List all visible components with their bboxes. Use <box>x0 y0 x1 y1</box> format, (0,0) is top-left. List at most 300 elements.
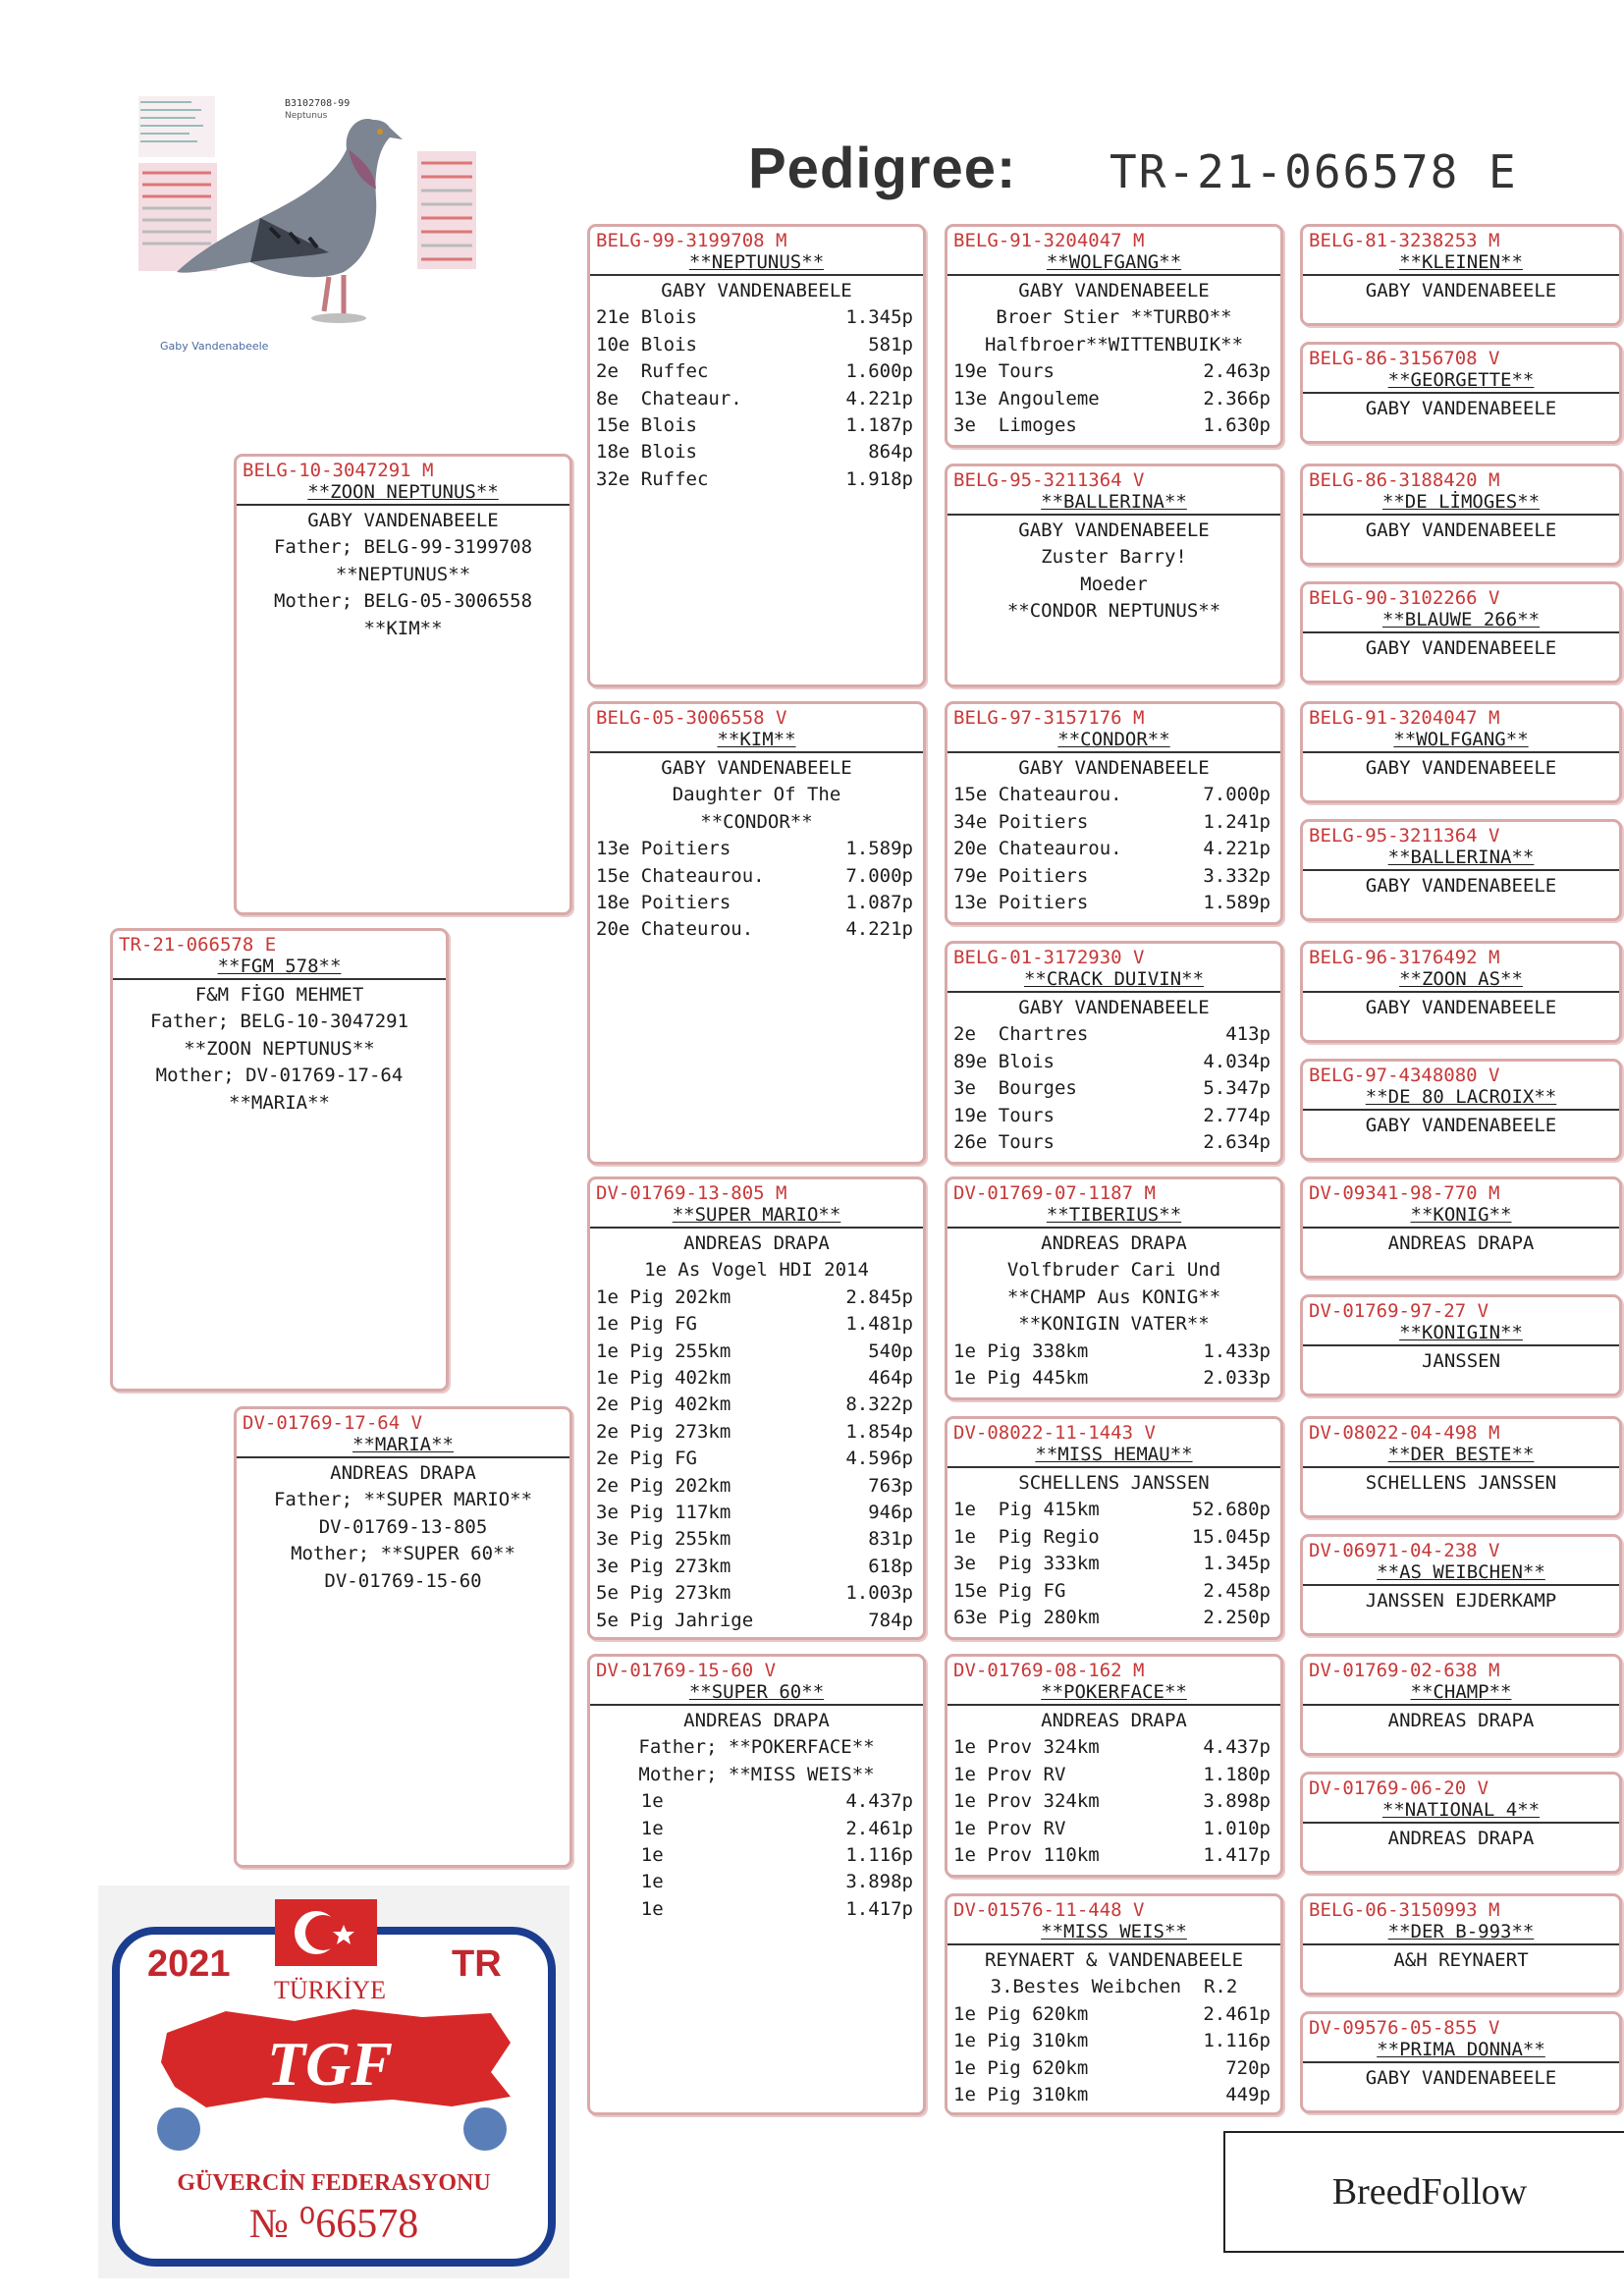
pigeon-name: **KIM** <box>590 729 923 753</box>
info-line: GABY VANDENABEELE <box>1365 997 1557 1018</box>
race-points: 2.461p <box>1203 2002 1271 2025</box>
race-result <box>590 916 923 943</box>
ring-id: BELG-10-3047291 M <box>243 460 434 481</box>
pigeon-name: **SUPER 60** <box>590 1681 923 1706</box>
photo-caption: Gaby Vandenabeele <box>160 340 269 353</box>
race-points: 4.437p <box>845 1790 913 1813</box>
info-line: GABY VANDENABEELE <box>1018 997 1210 1018</box>
race-label: 1e Pig 620km <box>953 2056 1089 2079</box>
breedfollow-box <box>1223 2131 1624 2253</box>
race-label: 19e Tours <box>953 360 1055 383</box>
info-line: REYNAERT & VANDENABEELE <box>984 1949 1244 1971</box>
info-line: GABY VANDENABEELE <box>1365 1115 1557 1136</box>
race-result <box>947 1524 1280 1551</box>
info-line: JANSSEN EJDERKAMP <box>1365 1590 1557 1612</box>
card-subject[interactable] <box>110 928 449 1392</box>
ring-id: BELG-01-3172930 V <box>953 947 1145 968</box>
info-line: ANDREAS DRAPA <box>1387 1710 1535 1731</box>
info-line: 1e As Vogel HDI 2014 <box>644 1259 869 1282</box>
race-points: 540p <box>868 1339 913 1362</box>
badge-country: TÜRKİYE <box>273 1976 387 2004</box>
race-result <box>590 1788 923 1815</box>
race-points: 15.045p <box>1191 1525 1271 1548</box>
race-points: 4.034p <box>1203 1050 1271 1072</box>
card-sire-sire[interactable] <box>587 224 926 687</box>
race-label: 1e Pig 402km <box>596 1367 731 1390</box>
info-line: Mother; BELG-05-3006558 <box>273 590 533 613</box>
race-points: 946p <box>868 1502 913 1524</box>
info-line: SCHELLENS JANSSEN <box>1018 1472 1210 1494</box>
ring-id: BELG-86-3188420 M <box>1309 469 1500 491</box>
info-line: ANDREAS DRAPA <box>1387 1828 1535 1849</box>
pigeon-name: **SUPER MARIO** <box>590 1204 923 1229</box>
race-label: 1e Prov 110km <box>953 1844 1100 1867</box>
race-result <box>590 1842 923 1869</box>
badge-federation: GÜVERCİN FEDERASYONU <box>177 2170 491 2196</box>
info-line: Mother; DV-01769-17-64 <box>155 1065 404 1087</box>
race-label: 8e Chateaur. <box>596 387 742 410</box>
info-line: Volfbruder Cari Und <box>1006 1259 1221 1282</box>
race-label: 15e Pig FG <box>953 1579 1066 1602</box>
race-label: 15e Blois <box>596 414 697 437</box>
race-points: 618p <box>868 1555 913 1577</box>
ring-id: DV-01576-11-448 V <box>953 1899 1145 1921</box>
race-label: 18e Poitiers <box>596 892 731 914</box>
race-label: 1e <box>596 1871 664 1893</box>
race-label: 1e <box>596 1844 664 1867</box>
race-result <box>947 1049 1280 1075</box>
race-points: 1.116p <box>845 1844 913 1867</box>
race-label: 2e Pig FG <box>596 1448 697 1470</box>
pigeon-name: **MISS HEMAU** <box>947 1444 1280 1468</box>
race-label: 3e Pig 117km <box>596 1502 731 1524</box>
race-points: 2.463p <box>1203 360 1271 383</box>
ring-id: BELG-06-3150993 M <box>1309 1899 1500 1921</box>
race-points: 2.458p <box>1203 1579 1271 1602</box>
race-points: 7.000p <box>845 864 913 887</box>
race-label: 1e <box>596 1897 664 1920</box>
race-result <box>590 1896 923 1923</box>
race-points: 4.221p <box>1203 838 1271 860</box>
race-points: 1.187p <box>845 414 913 437</box>
race-points: 1.345p <box>845 306 913 329</box>
ring-id: DV-09341-98-770 M <box>1309 1182 1500 1204</box>
race-points: 1.417p <box>1203 1844 1271 1867</box>
race-result <box>947 1365 1280 1392</box>
pigeon-name: **DER B-993** <box>1303 1921 1619 1945</box>
info-line: A&H REYNAERT <box>1393 1949 1529 1971</box>
race-result <box>947 1339 1280 1365</box>
card-gen4-4[interactable] <box>1300 581 1622 683</box>
race-points: 4.221p <box>845 387 913 410</box>
info-line: ANDREAS DRAPA <box>1041 1232 1187 1254</box>
race-points: 1.010p <box>1203 1817 1271 1839</box>
race-label: 13e Poitiers <box>596 838 731 860</box>
race-result <box>947 1842 1280 1869</box>
ring-id: BELG-96-3176492 M <box>1309 947 1500 968</box>
race-result <box>947 809 1280 836</box>
pigeon-name: **POKERFACE** <box>947 1681 1280 1706</box>
race-label: 5e Pig Jahrige <box>596 1609 754 1631</box>
race-result <box>590 304 923 331</box>
race-result <box>590 439 923 465</box>
race-label: 20e Chateurou. <box>596 918 754 941</box>
info-line: GABY VANDENABEELE <box>307 510 499 531</box>
race-label: 20e Chateaurou. <box>953 838 1122 860</box>
card-gen4-1[interactable] <box>1300 224 1622 326</box>
ring-id: BELG-90-3102266 V <box>1309 587 1500 609</box>
info-line: **KIM** <box>363 617 443 639</box>
race-points: 4.221p <box>845 918 913 941</box>
race-label: 1e Prov RV <box>953 1763 1066 1785</box>
pigeon-name: **CHAMP** <box>1303 1681 1619 1706</box>
race-points: 720p <box>1225 2056 1271 2079</box>
race-result <box>590 358 923 385</box>
info-line: GABY VANDENABEELE <box>1018 280 1210 301</box>
pigeon-name: **DER BESTE** <box>1303 1444 1619 1468</box>
race-result <box>590 1526 923 1553</box>
race-label: 10e Blois <box>596 333 697 355</box>
race-points: 831p <box>868 1528 913 1551</box>
race-label: 1e Pig 445km <box>953 1367 1089 1390</box>
card-sire[interactable] <box>234 454 572 915</box>
pigeon-name: **CONDOR** <box>947 729 1280 753</box>
info-line: Mother; **MISS WEIS** <box>638 1763 875 1785</box>
ring-id: BELG-81-3238253 M <box>1309 230 1500 251</box>
race-label: 89e Blois <box>953 1050 1055 1072</box>
race-points: 1.180p <box>1203 1763 1271 1785</box>
race-points: 1.854p <box>845 1420 913 1443</box>
pigeon-name: **DE 80 LACROIX** <box>1303 1086 1619 1111</box>
info-line: Father; **SUPER MARIO** <box>273 1489 533 1511</box>
race-result <box>590 1446 923 1472</box>
race-label: 2e Pig 202km <box>596 1474 731 1497</box>
race-points: 1.241p <box>1203 810 1271 833</box>
race-result <box>590 863 923 890</box>
race-result <box>590 836 923 862</box>
race-label: 19e Tours <box>953 1104 1055 1126</box>
race-points: 1.589p <box>845 838 913 860</box>
card-gen4-7[interactable] <box>1300 941 1622 1043</box>
pigeon-name: **WOLFGANG** <box>947 251 1280 276</box>
race-points: 4.596p <box>845 1448 913 1470</box>
card-dd-dam[interactable] <box>945 1893 1283 2115</box>
race-label: 1e Prov RV <box>953 1817 1066 1839</box>
race-label: 2e Pig 402km <box>596 1394 731 1416</box>
card-dd-sire[interactable] <box>945 1654 1283 1878</box>
race-points: 1.003p <box>845 1582 913 1605</box>
card-gen4-9[interactable] <box>1300 1176 1622 1279</box>
race-label: 3e Pig 255km <box>596 1528 731 1551</box>
pigeon-name: **AS WEIBCHEN** <box>1303 1561 1619 1586</box>
pigeon-name: **KONIG** <box>1303 1204 1619 1229</box>
info-line: Moeder <box>1080 573 1148 595</box>
pigeon-name: **NEPTUNUS** <box>590 251 923 276</box>
race-points: 1.918p <box>845 467 913 490</box>
pigeon-photo <box>133 90 545 375</box>
info-line: GABY VANDENABEELE <box>661 280 852 301</box>
info-line: **NEPTUNUS** <box>335 563 471 585</box>
card-gen4-5[interactable] <box>1300 701 1622 803</box>
race-points: 1.600p <box>845 360 913 383</box>
race-result <box>947 863 1280 890</box>
race-result <box>947 358 1280 385</box>
pigeon-name: **NATIONAL 4** <box>1303 1799 1619 1824</box>
card-gen4-14[interactable] <box>1300 1772 1622 1874</box>
info-line: DV-01769-13-805 <box>318 1515 488 1538</box>
ring-id: BELG-05-3006558 V <box>596 707 787 729</box>
info-line: ANDREAS DRAPA <box>330 1462 476 1484</box>
pigeon-name: **MISS WEIS** <box>947 1921 1280 1945</box>
federation-badge <box>98 1886 569 2278</box>
ring-id: DV-01769-17-64 V <box>243 1412 423 1434</box>
race-result <box>947 1762 1280 1788</box>
info-line: DV-01769-15-60 <box>324 1569 482 1592</box>
ring-id: BELG-97-3157176 M <box>953 707 1145 729</box>
race-result <box>590 1816 923 1842</box>
race-label: 21e Blois <box>596 306 697 329</box>
race-label: 13e Poitiers <box>953 892 1089 914</box>
race-result <box>947 1816 1280 1842</box>
race-result <box>947 836 1280 862</box>
race-result <box>590 1419 923 1446</box>
info-line: ANDREAS DRAPA <box>1041 1710 1187 1731</box>
race-points: 2.366p <box>1203 387 1271 410</box>
card-gen4-8[interactable] <box>1300 1059 1622 1161</box>
ring-id: DV-01769-07-1187 M <box>953 1182 1156 1204</box>
race-label: 3e Pig 333km <box>953 1553 1100 1575</box>
card-dam-dam[interactable] <box>587 1654 926 2115</box>
race-label: 1e Pig 310km <box>953 2030 1089 2052</box>
info-line: ANDREAS DRAPA <box>1387 1232 1535 1254</box>
race-result <box>590 1392 923 1418</box>
race-label: 1e Pig 620km <box>953 2002 1089 2025</box>
badge-year: 2021 <box>147 1943 231 1985</box>
pigeon-name: **FGM 578** <box>113 956 446 980</box>
card-sire-dam[interactable] <box>587 701 926 1165</box>
race-points: 2.033p <box>1203 1367 1271 1390</box>
brand-text: BreedFollow <box>1331 2171 1528 2213</box>
race-points: 784p <box>868 1609 913 1631</box>
race-label: 1e Pig 255km <box>596 1339 731 1362</box>
info-line: GABY VANDENABEELE <box>1365 519 1557 541</box>
race-points: 2.634p <box>1203 1131 1271 1154</box>
card-ss-sire[interactable] <box>945 224 1283 448</box>
ring-id: DV-01769-15-60 V <box>596 1660 777 1681</box>
info-line: GABY VANDENABEELE <box>1365 875 1557 897</box>
card-dam[interactable] <box>234 1406 572 1868</box>
race-label: 32e Ruffec <box>596 467 709 490</box>
ring-id: BELG-99-3199708 M <box>596 230 787 251</box>
race-result <box>590 1500 923 1526</box>
globe-icon-right <box>463 2107 507 2151</box>
pigeon-name: **BALLERINA** <box>1303 847 1619 871</box>
race-result <box>947 1734 1280 1761</box>
race-points: 8.322p <box>845 1394 913 1416</box>
card-gen4-12[interactable] <box>1300 1534 1622 1636</box>
info-line: Halfbroer**WITTENBUIK** <box>984 333 1244 355</box>
card-sd-dam[interactable] <box>945 941 1283 1165</box>
race-points: 5.347p <box>1203 1077 1271 1100</box>
pigeon-name: **ZOON NEPTUNUS** <box>237 481 569 506</box>
ring-id: DV-01769-02-638 M <box>1309 1660 1500 1681</box>
info-line: GABY VANDENABEELE <box>661 757 852 779</box>
race-label: 1e <box>596 1790 664 1813</box>
race-label: 2e Chartres <box>953 1023 1089 1046</box>
pigeon-name: **CRACK DUIVIN** <box>947 968 1280 993</box>
pigeon-name: **MARIA** <box>237 1434 569 1458</box>
card-dam-sire[interactable] <box>587 1176 926 1640</box>
race-points: 1.433p <box>1203 1339 1271 1362</box>
ring-id: DV-01769-97-27 V <box>1309 1300 1489 1322</box>
race-label: 1e Pig FG <box>596 1313 697 1336</box>
race-result <box>947 1605 1280 1631</box>
race-label: 1e Prov 324km <box>953 1736 1100 1759</box>
info-line: GABY VANDENABEELE <box>1018 757 1210 779</box>
card-gen4-10[interactable] <box>1300 1294 1622 1396</box>
race-label: 79e Poitiers <box>953 864 1089 887</box>
race-points: 1.417p <box>845 1897 913 1920</box>
race-result <box>947 1551 1280 1577</box>
race-points: 449p <box>1225 2084 1271 2106</box>
card-gen4-6[interactable] <box>1300 819 1622 921</box>
badge-logo: TGF <box>267 2029 393 2099</box>
card-gen4-15[interactable] <box>1300 1893 1622 1995</box>
ring-id: DV-01769-08-162 M <box>953 1660 1145 1681</box>
race-label: 1e Prov 324km <box>953 1790 1100 1813</box>
info-line: Broer Stier **TURBO** <box>996 306 1232 329</box>
info-line: Father; **POKERFACE** <box>638 1736 875 1759</box>
card-sd-sire[interactable] <box>945 701 1283 925</box>
race-points: 3.898p <box>1203 1790 1271 1813</box>
race-label: 1e Pig Regio <box>953 1525 1100 1548</box>
race-points: 413p <box>1225 1023 1271 1046</box>
photo-ring-label: B3102708-99 <box>285 98 351 109</box>
card-gen4-2[interactable] <box>1300 342 1622 444</box>
ring-id: BELG-95-3211364 V <box>1309 825 1500 847</box>
race-label: 1e Pig 338km <box>953 1339 1089 1362</box>
race-result <box>947 2028 1280 2054</box>
info-line: **ZOON NEPTUNUS** <box>184 1037 375 1060</box>
race-points: 2.845p <box>845 1285 913 1308</box>
race-label: 3e Bourges <box>953 1077 1077 1100</box>
race-points: 464p <box>868 1367 913 1390</box>
race-label: 13e Angouleme <box>953 387 1100 410</box>
ring-id: BELG-91-3204047 M <box>1309 707 1500 729</box>
race-result <box>947 1578 1280 1605</box>
info-line: Father; BELG-99-3199708 <box>273 536 533 559</box>
race-result <box>947 2055 1280 2082</box>
race-result <box>947 890 1280 916</box>
race-points: 4.437p <box>1203 1736 1271 1759</box>
race-points: 2.250p <box>1203 1607 1271 1629</box>
globe-icon-left <box>157 2107 200 2151</box>
card-gen4-13[interactable] <box>1300 1654 1622 1756</box>
card-ds-dam[interactable] <box>945 1416 1283 1640</box>
ring-id: DV-01769-13-805 M <box>596 1182 787 1204</box>
ring-id: BELG-86-3156708 V <box>1309 348 1500 369</box>
race-label: 26e Tours <box>953 1131 1055 1154</box>
race-points: 864p <box>868 441 913 464</box>
info-line: **KONIGIN VATER** <box>1018 1313 1210 1336</box>
race-label: 2e Ruffec <box>596 360 709 383</box>
race-result <box>947 1021 1280 1048</box>
race-points: 52.680p <box>1191 1499 1271 1521</box>
card-gen4-11[interactable] <box>1300 1416 1622 1518</box>
ring-id: DV-08022-11-1443 V <box>953 1422 1156 1444</box>
info-line: GABY VANDENABEELE <box>1018 519 1210 541</box>
card-ss-dam[interactable] <box>945 464 1283 687</box>
race-result <box>590 466 923 493</box>
race-label: 63e Pig 280km <box>953 1607 1100 1629</box>
card-gen4-16[interactable] <box>1300 2011 1622 2113</box>
race-result <box>590 332 923 358</box>
race-label: 15e Chateaurou. <box>953 784 1122 806</box>
photo-name-label: Neptunus <box>285 111 328 121</box>
pigeon-name: **DE LİMOGES** <box>1303 491 1619 516</box>
badge-country-code: TR <box>452 1943 502 1985</box>
race-result <box>590 1365 923 1392</box>
race-label: 3e Limoges <box>953 414 1077 437</box>
race-label: 3e Pig 273km <box>596 1555 731 1577</box>
race-result <box>590 1285 923 1311</box>
card-ds-sire[interactable] <box>945 1176 1283 1400</box>
race-result <box>590 1580 923 1607</box>
race-points: 1.087p <box>845 892 913 914</box>
ring-id: DV-08022-04-498 M <box>1309 1422 1500 1444</box>
race-label: 2e Pig 273km <box>596 1420 731 1443</box>
ring-id: DV-09576-05-855 V <box>1309 2017 1500 2039</box>
race-result <box>590 1608 923 1634</box>
race-label: 5e Pig 273km <box>596 1582 731 1605</box>
info-line: **CONDOR** <box>700 810 813 833</box>
info-line: 3.Bestes Weibchen R.2 <box>990 1976 1238 1998</box>
race-points: 763p <box>868 1474 913 1497</box>
pigeon-name: **BLAUWE 266** <box>1303 609 1619 633</box>
info-line: JANSSEN <box>1421 1350 1501 1372</box>
race-points: 1.630p <box>1203 414 1271 437</box>
race-result <box>590 1554 923 1580</box>
info-line: GABY VANDENABEELE <box>1365 280 1557 301</box>
race-points: 7.000p <box>1203 784 1271 806</box>
pigeon-name: **KLEINEN** <box>1303 251 1619 276</box>
ring-id: TR-21-066578 E <box>119 934 277 956</box>
info-line: Father; BELG-10-3047291 <box>149 1011 409 1033</box>
info-line: ANDREAS DRAPA <box>683 1710 830 1731</box>
info-line: ANDREAS DRAPA <box>683 1232 830 1254</box>
race-points: 2.461p <box>845 1817 913 1839</box>
race-result <box>947 782 1280 808</box>
race-result <box>590 1339 923 1365</box>
ring-id: BELG-95-3211364 V <box>953 469 1145 491</box>
race-result <box>590 1473 923 1500</box>
race-result <box>590 386 923 412</box>
race-result <box>590 890 923 916</box>
info-line: GABY VANDENABEELE <box>1365 637 1557 659</box>
race-label: 1e Pig 310km <box>953 2084 1089 2106</box>
info-line: Daughter Of The <box>672 784 841 806</box>
race-label: 34e Poitiers <box>953 810 1089 833</box>
race-label: 18e Blois <box>596 441 697 464</box>
card-gen4-3[interactable] <box>1300 464 1622 566</box>
race-result <box>947 1075 1280 1102</box>
pigeon-name: **WOLFGANG** <box>1303 729 1619 753</box>
race-result <box>947 386 1280 412</box>
race-result <box>947 1129 1280 1156</box>
badge-number: № ⁰66578 <box>248 2202 419 2247</box>
race-points: 1.116p <box>1203 2030 1271 2052</box>
info-line: GABY VANDENABEELE <box>1365 2067 1557 2089</box>
